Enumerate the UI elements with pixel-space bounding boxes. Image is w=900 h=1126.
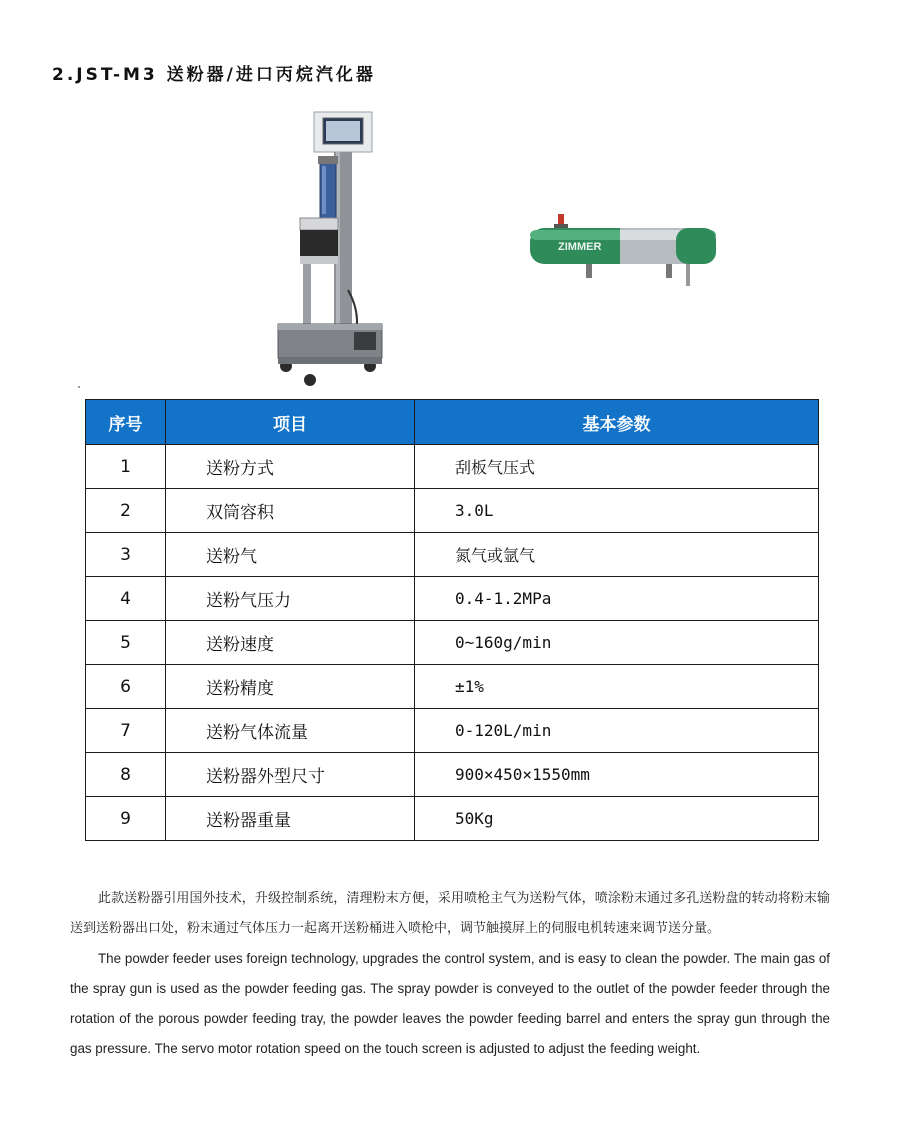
table-row xyxy=(86,489,819,533)
header-index: 序号 xyxy=(86,400,166,445)
row-index: 8 xyxy=(86,753,166,797)
description-english: The powder feeder uses foreign technology, upgrades the control system, and is easy to clean the powder. The main gas of the spray gun is used as the powder feeding gas. The spray powder is conveyed to the outlet of the powder feeder through the rotation of the porous powder feeding tray, the powder leaves the powder feeding barrel and enters the spray gun through the gas pressure. The servo motor rotation speed on the touch screen is adjusted to adjust the feeding weight. xyxy=(70,951,830,1056)
row-value: 0~160g/min xyxy=(415,621,819,665)
row-index: 6 xyxy=(86,665,166,709)
table-row xyxy=(86,753,819,797)
powder-feeder-image xyxy=(270,110,390,390)
row-item: 送粉器外型尺寸 xyxy=(166,753,415,797)
row-index: 2 xyxy=(86,489,166,533)
spec-table xyxy=(85,399,819,841)
row-value: 0.4-1.2MPa xyxy=(415,577,819,621)
vaporizer-brand-label: ZIMMER xyxy=(558,241,602,253)
row-index: 3 xyxy=(86,533,166,577)
header-item: 项目 xyxy=(166,400,415,445)
table-row xyxy=(86,797,819,841)
row-item: 送粉气 xyxy=(166,533,415,577)
decorative-dot xyxy=(78,386,80,388)
description-chinese: 此款送粉器引用国外技术，升级控制系统，清理粉末方便，采用喷枪主气为送粉气体，喷涂粉末通过多孔送粉盘的转动将粉末输送到送粉器出口处，粉末通过气体压力一起离开送粉桶进入喷枪中，调节触摸屏上的伺服电机转速来调节送分量。 xyxy=(70,891,830,936)
row-index: 1 xyxy=(86,445,166,489)
row-value: 0-120L/min xyxy=(415,709,819,753)
row-item: 送粉器重量 xyxy=(166,797,415,841)
row-index: 5 xyxy=(86,621,166,665)
table-row xyxy=(86,709,819,753)
propane-vaporizer-image xyxy=(528,214,718,286)
row-index: 4 xyxy=(86,577,166,621)
row-index: 9 xyxy=(86,797,166,841)
row-value: 900×450×1550mm xyxy=(415,753,819,797)
table-row xyxy=(86,621,819,665)
row-item: 送粉方式 xyxy=(166,445,415,489)
row-value: 刮板气压式 xyxy=(415,445,819,489)
row-item: 送粉精度 xyxy=(166,665,415,709)
section-heading: 2.JST-M3 送粉器/进口丙烷汽化器 xyxy=(52,65,376,85)
row-value: 50Kg xyxy=(415,797,819,841)
table-row xyxy=(86,665,819,709)
row-item: 送粉速度 xyxy=(166,621,415,665)
table-row xyxy=(86,577,819,621)
row-index: 7 xyxy=(86,709,166,753)
row-item: 双筒容积 xyxy=(166,489,415,533)
table-row xyxy=(86,533,819,577)
spec-table-header xyxy=(86,400,819,445)
row-value: 氮气或氩气 xyxy=(415,533,819,577)
row-item: 送粉气压力 xyxy=(166,577,415,621)
header-parameter: 基本参数 xyxy=(415,400,819,445)
row-value: 3.0L xyxy=(415,489,819,533)
row-value: ±1% xyxy=(415,665,819,709)
row-item: 送粉气体流量 xyxy=(166,709,415,753)
table-row xyxy=(86,445,819,489)
